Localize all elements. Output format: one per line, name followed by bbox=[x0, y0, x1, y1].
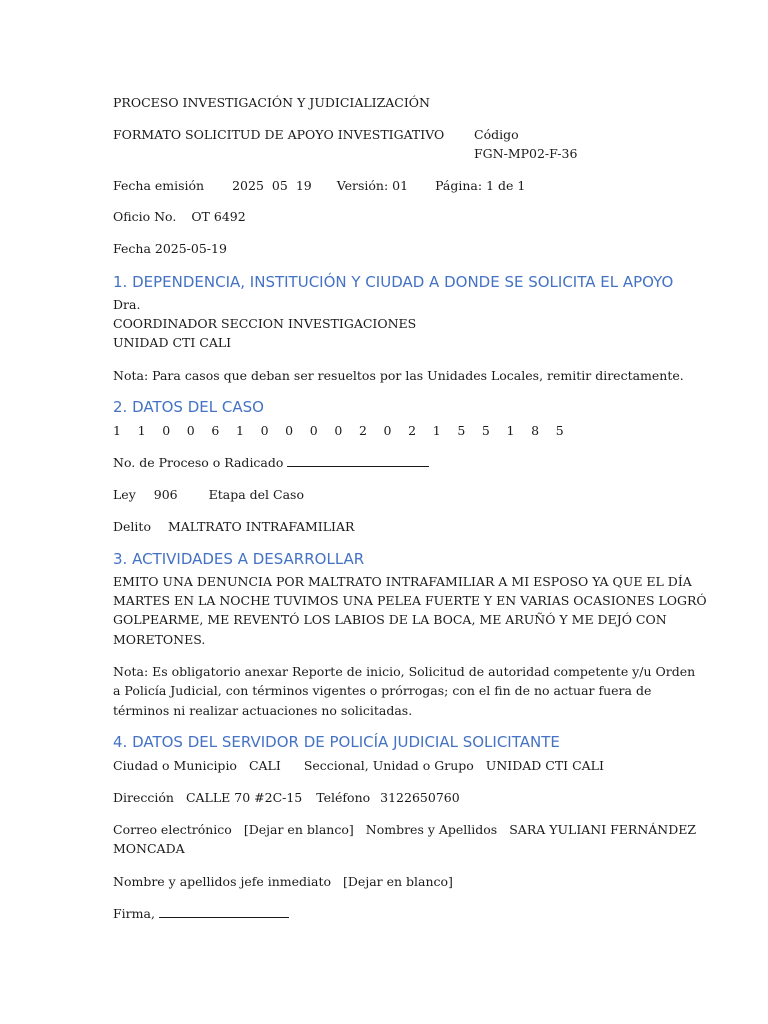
boss-row bbox=[113, 872, 453, 892]
case-digit: 0 bbox=[186, 423, 195, 438]
case-digit: 5 bbox=[481, 423, 490, 438]
city-label: Ciudad o Municipio bbox=[113, 758, 237, 773]
oficio-label: Oficio No. bbox=[113, 209, 177, 224]
phone-label: Teléfono bbox=[316, 790, 371, 805]
names-value: SARA YULIANI FERNÁNDEZ bbox=[509, 822, 697, 837]
recipient-title: Dra. bbox=[113, 297, 141, 312]
case-digit: 5 bbox=[555, 423, 564, 438]
section-3-title: 3. ACTIVIDADES A DESARROLLAR bbox=[113, 550, 365, 568]
proceso-blank-line bbox=[287, 454, 429, 467]
case-digit: 0 bbox=[309, 423, 318, 438]
city-row bbox=[113, 756, 604, 776]
activity-line-3: GOLPEARME, ME REVENTÓ LOS LABIOS DE LA BOCA, ME ARUÑÓ Y ME DEJÓ CON bbox=[113, 612, 667, 627]
etapa-label: Etapa del Caso bbox=[208, 487, 304, 502]
proceso-label: No. de Proceso o Radicado bbox=[113, 455, 284, 470]
activity-line-2: MARTES EN LA NOCHE TUVIMOS UNA PELEA FUERTE Y EN VARIAS OCASIONES LOGRÓ bbox=[113, 593, 707, 608]
case-number-digits bbox=[113, 421, 580, 441]
case-digit: 0 bbox=[383, 423, 392, 438]
case-digit: 1 bbox=[432, 423, 441, 438]
page-number: Página: 1 de 1 bbox=[435, 178, 526, 193]
case-digit: 5 bbox=[457, 423, 466, 438]
delito-row bbox=[113, 517, 354, 537]
case-digit: 1 bbox=[113, 423, 121, 438]
seccional-value: UNIDAD CTI CALI bbox=[485, 758, 604, 773]
seccional-label: Seccional, Unidad o Grupo bbox=[303, 758, 474, 773]
ley-value: 906 bbox=[153, 487, 178, 502]
process-title: PROCESO INVESTIGACIÓN Y JUDICIALIZACIÓN bbox=[113, 95, 430, 110]
case-digit: 0 bbox=[162, 423, 171, 438]
recipient-unit: UNIDAD CTI CALI bbox=[113, 335, 232, 350]
activity-line-1: EMITO UNA DENUNCIA POR MALTRATO INTRAFAMILIAR A MI ESPOSO YA QUE EL DÍA bbox=[113, 574, 692, 589]
date-line: Fecha 2025-05-19 bbox=[113, 241, 227, 256]
address-label: Dirección bbox=[113, 790, 174, 805]
city-value: CALI bbox=[248, 758, 281, 773]
delito-value: MALTRATO INTRAFAMILIAR bbox=[167, 519, 355, 534]
section-1-note: Nota: Para casos que deban ser resueltos por las Unidades Locales, remitir directamente. bbox=[113, 368, 684, 383]
case-digit: 2 bbox=[358, 423, 367, 438]
oficio-value: OT 6492 bbox=[191, 209, 246, 224]
emission-month: 05 bbox=[271, 178, 288, 193]
emission-row bbox=[113, 176, 525, 196]
signature-row bbox=[113, 904, 289, 924]
section-2-title: 2. DATOS DEL CASO bbox=[113, 398, 264, 416]
case-digit: 2 bbox=[408, 423, 417, 438]
names-label: Nombres y Apellidos bbox=[365, 822, 498, 837]
section-3-note-2: a Policía Judicial, con términos vigentes o prórrogas; con el fin de no actuar fuera de bbox=[113, 683, 652, 698]
emission-year: 2025 bbox=[232, 178, 264, 193]
address-value: CALLE 70 #2C-15 bbox=[185, 790, 303, 805]
case-digit: 0 bbox=[260, 423, 269, 438]
case-digit: 1 bbox=[137, 423, 146, 438]
version: Versión: 01 bbox=[336, 178, 409, 193]
email-row bbox=[113, 820, 696, 840]
boss-value: [Dejar en blanco] bbox=[343, 874, 453, 889]
case-digit: 1 bbox=[506, 423, 515, 438]
phone-value: 3122650760 bbox=[380, 790, 460, 805]
case-digit: 0 bbox=[334, 423, 343, 438]
signature-label: Firma, bbox=[113, 906, 155, 921]
section-3-note-3: términos ni realizar actuaciones no solicitadas. bbox=[113, 703, 413, 718]
activity-line-4: MORETONES. bbox=[113, 632, 206, 647]
code-value: FGN-MP02-F-36 bbox=[474, 146, 578, 161]
emission-day: 19 bbox=[295, 178, 312, 193]
recipient-role: COORDINADOR SECCION INVESTIGACIONES bbox=[113, 316, 417, 331]
proceso-row bbox=[113, 453, 429, 473]
case-digit: 8 bbox=[531, 423, 540, 438]
section-4-title: 4. DATOS DEL SERVIDOR DE POLICÍA JUDICIAL SOLICITANTE bbox=[113, 733, 560, 751]
ley-row bbox=[113, 485, 304, 505]
address-row bbox=[113, 788, 460, 808]
case-digit: 1 bbox=[235, 423, 244, 438]
case-digit: 0 bbox=[285, 423, 294, 438]
delito-label: Delito bbox=[113, 519, 151, 534]
format-title: FORMATO SOLICITUD DE APOYO INVESTIGATIVO bbox=[113, 127, 445, 142]
boss-label: Nombre y apellidos jefe inmediato bbox=[113, 874, 332, 889]
oficio-row bbox=[113, 207, 246, 227]
email-label: Correo electrónico bbox=[113, 822, 232, 837]
names-value-cont: MONCADA bbox=[113, 841, 185, 856]
section-3-note-1: Nota: Es obligatorio anexar Reporte de inicio, Solicitud de autoridad competente y/u Orden bbox=[113, 664, 696, 679]
ley-label: Ley bbox=[113, 487, 136, 502]
signature-blank-line bbox=[159, 905, 289, 918]
email-value: [Dejar en blanco] bbox=[243, 822, 354, 837]
section-1-title: 1. DEPENDENCIA, INSTITUCIÓN Y CIUDAD A DONDE SE SOLICITA EL APOYO bbox=[113, 273, 674, 291]
emission-label: Fecha emisión bbox=[113, 178, 205, 193]
case-digit: 6 bbox=[211, 423, 220, 438]
code-label: Código bbox=[474, 127, 519, 142]
